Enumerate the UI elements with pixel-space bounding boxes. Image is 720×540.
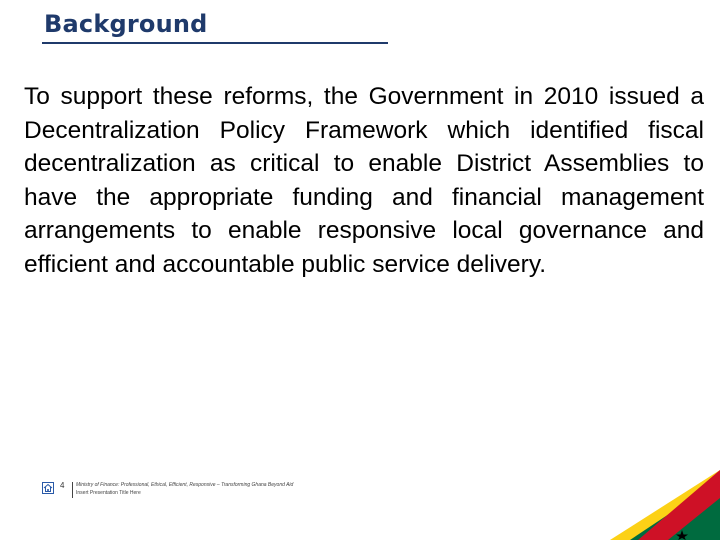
home-icon[interactable]: [42, 482, 54, 494]
footer-divider: [72, 482, 73, 498]
footer-tagline: Ministry of Finance: Professional, Ethical, Efficient, Responsive – Transforming Ghana Beyond Aid: [76, 482, 294, 488]
footer: [42, 478, 372, 530]
home-icon-glyph: [43, 483, 53, 493]
page-number: 4: [60, 481, 65, 490]
slide-title: Background: [44, 10, 208, 38]
footer-presentation-title: Insert Presentation Title Here: [76, 490, 141, 496]
title-underline: [42, 42, 388, 44]
body-paragraph: To support these reforms, the Government in 2010 issued a Decentralization Policy Framework which identified fiscal decentralization as critical to enable District Assemblies to have the appropriate funding and financial management arrangements to enable responsive local governance and efficient and accountable public service delivery.: [24, 83, 704, 278]
flag-corner-decoration: [610, 470, 720, 540]
